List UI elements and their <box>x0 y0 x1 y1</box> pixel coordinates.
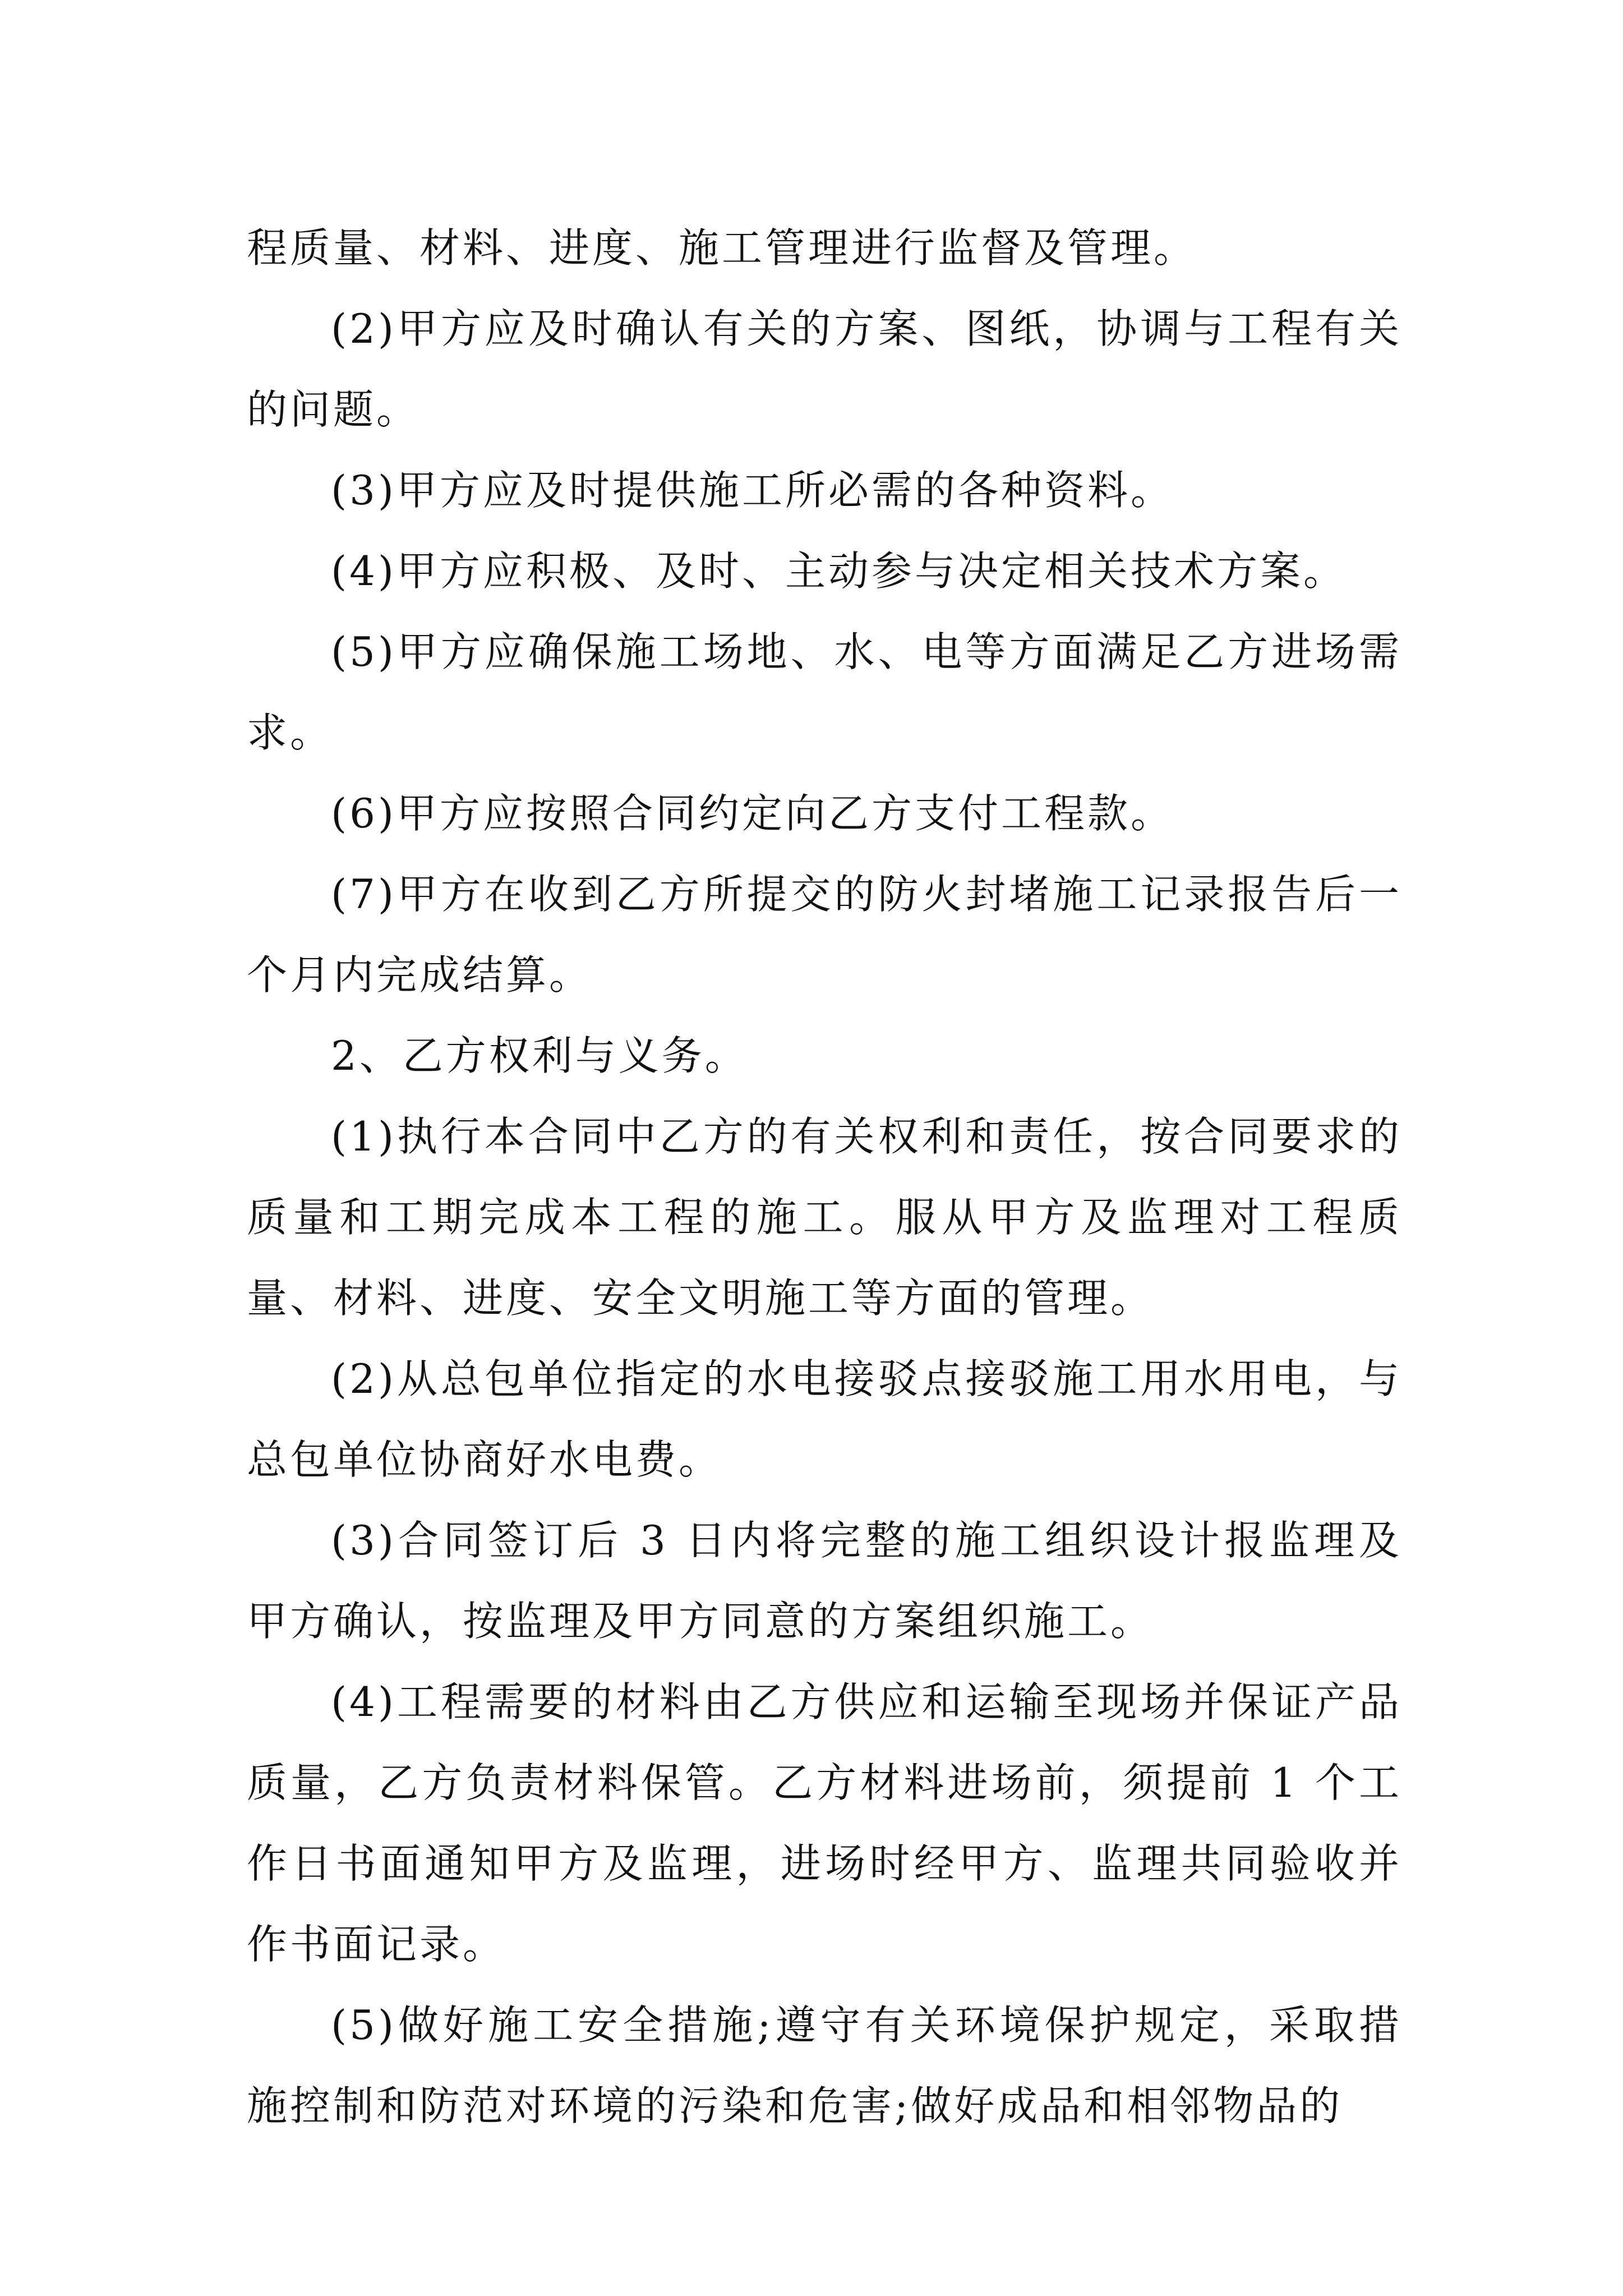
paragraph-party-a-item-2: (2)甲方应及时确认有关的方案、图纸，协调与工程有关的问题。 <box>247 305 1402 433</box>
paragraph-party-b-item-5: (5)做好施工安全措施;遵守有关环境保护规定，采取措施控制和防范对环境的污染和危害;做好成品和相邻物品的 <box>247 2001 1402 2129</box>
paragraph-party-a-item-6: (6)甲方应按照合同约定向乙方支付工程款。 <box>331 790 1174 837</box>
paragraph-continuation: 程质量、材料、进度、施工管理进行监督及管理。 <box>247 224 1197 272</box>
paragraph-party-b-item-2: (2)从总包单位指定的水电接驳点接驳施工用水用电，与总包单位协商好水电费。 <box>247 1355 1402 1483</box>
paragraph-party-a-item-5: (5)甲方应确保施工场地、水、电等方面满足乙方进场需求。 <box>247 628 1402 756</box>
paragraph-party-b-item-4: (4)工程需要的材料由乙方供应和运输至现场并保证产品质量，乙方负责材料保管。乙方材料进场前，须提前 1 个工作日书面通知甲方及监理，进场时经甲方、监理共同验收并作书面记录。 <box>247 1678 1402 1968</box>
paragraph-party-b-item-1: (1)执行本合同中乙方的有关权利和责任，按合同要求的质量和工期完成本工程的施工。服从甲方及监理对工程质量、材料、进度、安全文明施工等方面的管理。 <box>247 1113 1402 1322</box>
document-body <box>247 208 1402 2146</box>
paragraph-party-a-item-7: (7)甲方在收到乙方所提交的防火封堵施工记录报告后一个月内完成结算。 <box>247 871 1402 999</box>
paragraph-party-a-item-4: (4)甲方应积极、及时、主动参与决定相关技术方案。 <box>331 547 1347 595</box>
paragraph-party-a-item-3: (3)甲方应及时提供施工所必需的各种资料。 <box>331 467 1174 514</box>
section-heading-party-b: 2、乙方权利与义务。 <box>331 1032 748 1079</box>
paragraph-party-b-item-3: (3)合同签订后 3 日内将完整的施工组织设计报监理及甲方确认，按监理及甲方同意的方案组织施工。 <box>247 1517 1402 1645</box>
